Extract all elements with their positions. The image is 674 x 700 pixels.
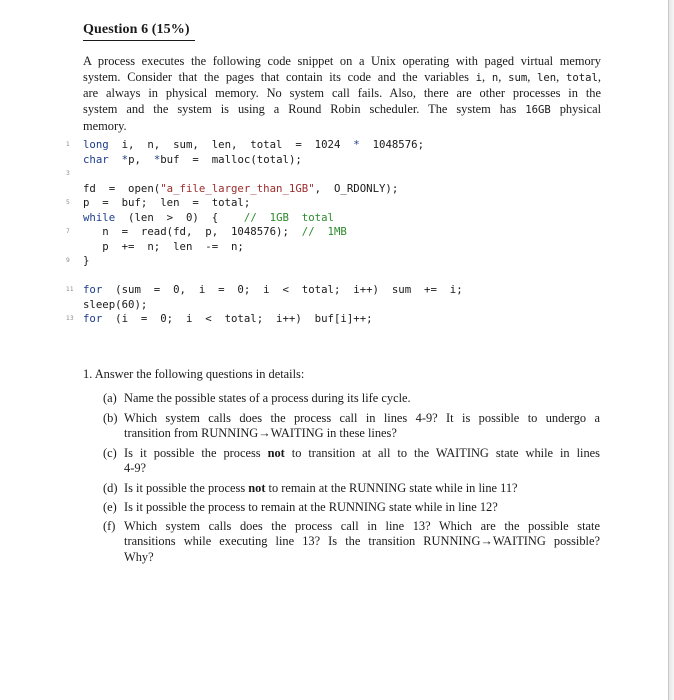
code-string: "a_file_larger_than_1GB" [160,181,315,195]
code-line [66,182,398,196]
heading-underline [83,40,195,41]
inline-code: sum [508,71,528,84]
sub-question-label: (d) [103,481,118,495]
emphasis-not: not [267,446,285,460]
code-token: i, n, sum, len, total = 1024 [108,138,354,151]
code-token: (sum = 0, i = 0; i < total; i++) sum += i; [102,283,463,296]
sub-question-label: (c) [103,446,117,460]
code-token: p, [128,152,154,166]
code-keyword: * [121,152,129,166]
code-line [66,312,373,326]
question-intro-paragraph [83,54,601,135]
code-line [66,283,463,297]
code-token [109,153,122,166]
code-line [66,225,347,239]
code-source [79,196,250,210]
code-line [66,240,244,254]
code-token: sleep(60); [83,297,148,311]
sub-question-text: Is it possible the process to remain at the RUNNING state while in line 12? [124,500,498,514]
code-comment: // 1GB total [243,210,334,224]
code-token: fd = open( [83,181,161,195]
code-source [79,211,334,225]
code-comment: // 1MB [301,225,347,238]
code-line-number: 5 [66,199,70,206]
code-keyword: * [153,152,161,166]
code-line-number: 3 [66,170,70,177]
code-source [79,240,244,254]
sub-question-label: (b) [103,411,118,425]
code-line [66,211,334,225]
code-line-number: 13 [66,315,74,322]
code-line [66,298,147,312]
code-line-number: 7 [66,228,70,235]
code-source [79,153,302,167]
code-line [66,138,424,152]
intro-line: A process executes the following code snippet on a Unix operating with paged virtual memory [83,54,601,68]
emphasis-not: not [248,481,266,495]
code-source [79,138,424,152]
question-main-label: 1. Answer the following questions in details: [83,367,305,381]
code-keyword: * [353,138,360,151]
code-line-number: 9 [66,257,70,264]
code-keyword: long [83,138,109,151]
inline-code: total [565,71,598,84]
code-token: 1048576; [359,138,425,151]
sub-question-text: Is it possible the process not to transition at all to the WAITING state while in lines 4-9? [124,446,600,476]
code-line-number: 1 [66,141,70,148]
code-keyword: for [83,312,103,325]
code-line [66,269,83,283]
code-token: (i = 0; i < total; i++) buf[i]++; [102,312,373,325]
code-line [66,153,302,167]
code-token: p += n; len -= n; [83,239,244,253]
code-token: (len > 0) { [115,210,244,224]
code-token: p = buf; len = total; [83,196,251,209]
intro-line: system and the system is using a Round Robin scheduler. The system has 16GB physical [83,102,602,117]
code-source [79,182,398,196]
code-source [79,298,147,312]
code-line [66,196,250,210]
code-token: , O_RDONLY); [314,181,399,195]
code-source [79,254,89,268]
code-keyword: while [83,210,116,224]
inline-code: n [491,71,499,84]
inline-code: i [475,71,483,84]
sub-question-text: Which system calls does the process call in line 13? Which are the possible state transitions while executing line 13? Is the transition RUNNING→WAITING possible? Why? [124,519,600,564]
code-token: buf = malloc(total); [160,152,302,166]
intro-line: system. Consider that the pages that contain its code and the variables i, n, sum, len, total, [83,69,601,84]
sub-question-label: (f) [103,519,116,533]
question-heading: Question 6 (15%) [83,22,190,37]
intro-line: are always in physical memory. No system call fails. Also, there are other processes in the [83,86,601,101]
code-token: } [83,254,90,267]
sub-question-text: Name the possible states of a process during its life cycle. [124,391,411,405]
page-edge-shadow [669,0,674,700]
code-source [79,283,463,297]
code-source [79,225,347,239]
inline-code: len [537,71,557,84]
sub-question-text: Is it possible the process not to remain at the RUNNING state while in line 11? [124,481,518,495]
inline-code: 16GB [525,104,551,117]
sub-question-text: Which system calls does the process call in lines 4-9? It is possible to undergo a transition from RUNNING→WAITING in these lines? [124,411,600,441]
code-token: n = read(fd, p, 1048576); [83,225,302,238]
code-line [66,167,83,181]
sub-question-label: (a) [103,391,117,405]
code-keyword: for [83,283,103,296]
code-source [79,312,373,326]
code-line [66,254,89,268]
sub-question-label: (e) [103,500,117,514]
intro-line: memory. [83,118,127,133]
code-line-number: 11 [66,286,74,293]
code-keyword: char [83,152,109,166]
